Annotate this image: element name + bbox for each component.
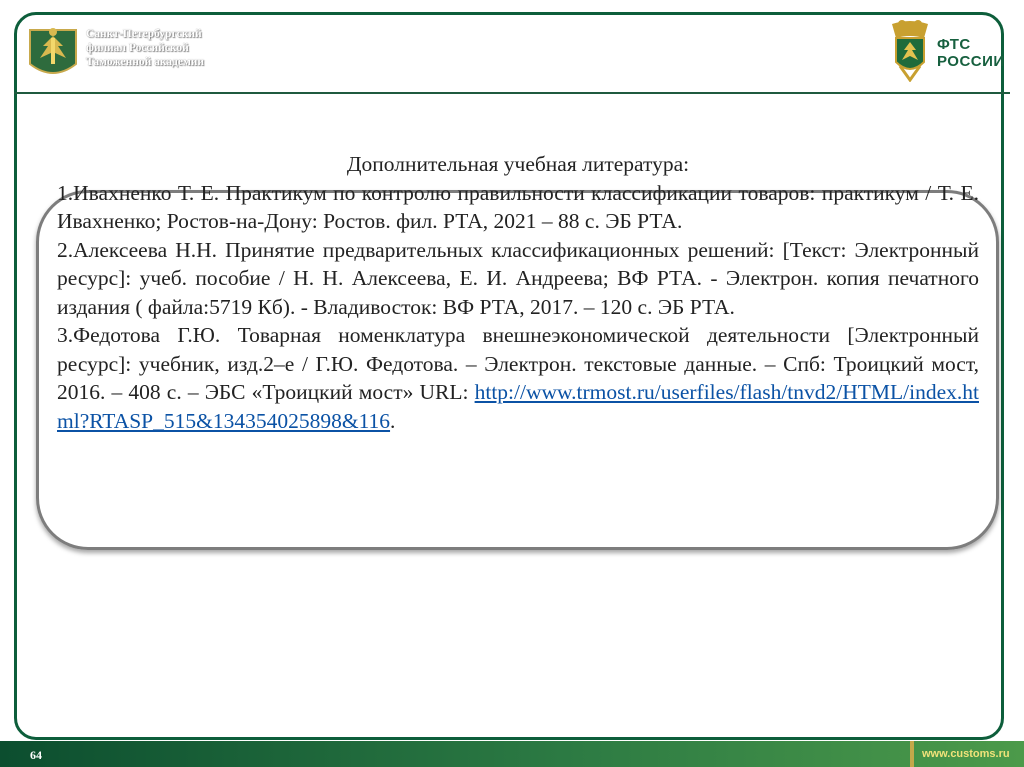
fts-brand [937, 36, 1007, 70]
literature-item-3-link[interactable]: http://www.trmost.ru/userfiles/flash/tnvd2/HTML/index.html?RTASP_515&134354025898&116 [57, 380, 979, 433]
double-headed-eagle-emblem-icon [888, 16, 932, 82]
footer-url[interactable]: www.customs.ru [922, 748, 1010, 760]
customs-emblem-icon [22, 20, 84, 82]
literature-item-3 [57, 321, 979, 435]
institution-line-2: филиал Российской [86, 42, 189, 54]
page-number: 64 [30, 748, 42, 762]
literature-heading: Дополнительная учебная литература: [346, 152, 690, 176]
brand-line-2: РОССИИ [937, 53, 1005, 70]
literature-item-2: 2.Алексеева Н.Н. Принятие предварительных классификационных решений: [Текст: Электронный ресурс]: учеб. пособие / Н. Н. Алексеева, Е. И. Андреева; ВФ РТА. - Электрон. копия печатного издания ( файла:5719 Кб). - Владивосток: ВФ РТА, 2017. – 120 с. ЭБ РТА. [57, 237, 979, 319]
footer-bar [0, 741, 1024, 767]
literature-item-1: 1.Ивахненко Т. Е. Практикум по контролю правильности классификации товаров: практикум / Т. Е. Ивахненко; Ростов-на-Дону: Ростов. фил. РТА, 2021 – 88 с. ЭБ РТА. [57, 180, 979, 233]
literature-item-3-end: . [390, 408, 396, 433]
footer-stripe [910, 741, 914, 767]
header-divider [14, 92, 1010, 94]
literature-item-3-text: 3.Федотова Г.Ю. Товарная номенклатура внешнеэкономической деятельности [Электронный ресурс]: учебник, изд.2–е / Г.Ю. Федотова. – Электрон. текстовые данные. – Спб: Троицкий мост, 2016. – 408 с. – ЭБС «Троицкий мост» URL: [57, 323, 979, 404]
institution-title [86, 27, 256, 69]
institution-line-3: Таможенной академии [86, 56, 205, 68]
brand-line-1: ФТС [937, 36, 971, 53]
institution-line-1: Санкт-Петербургский [86, 28, 202, 40]
literature-list [57, 150, 979, 435]
